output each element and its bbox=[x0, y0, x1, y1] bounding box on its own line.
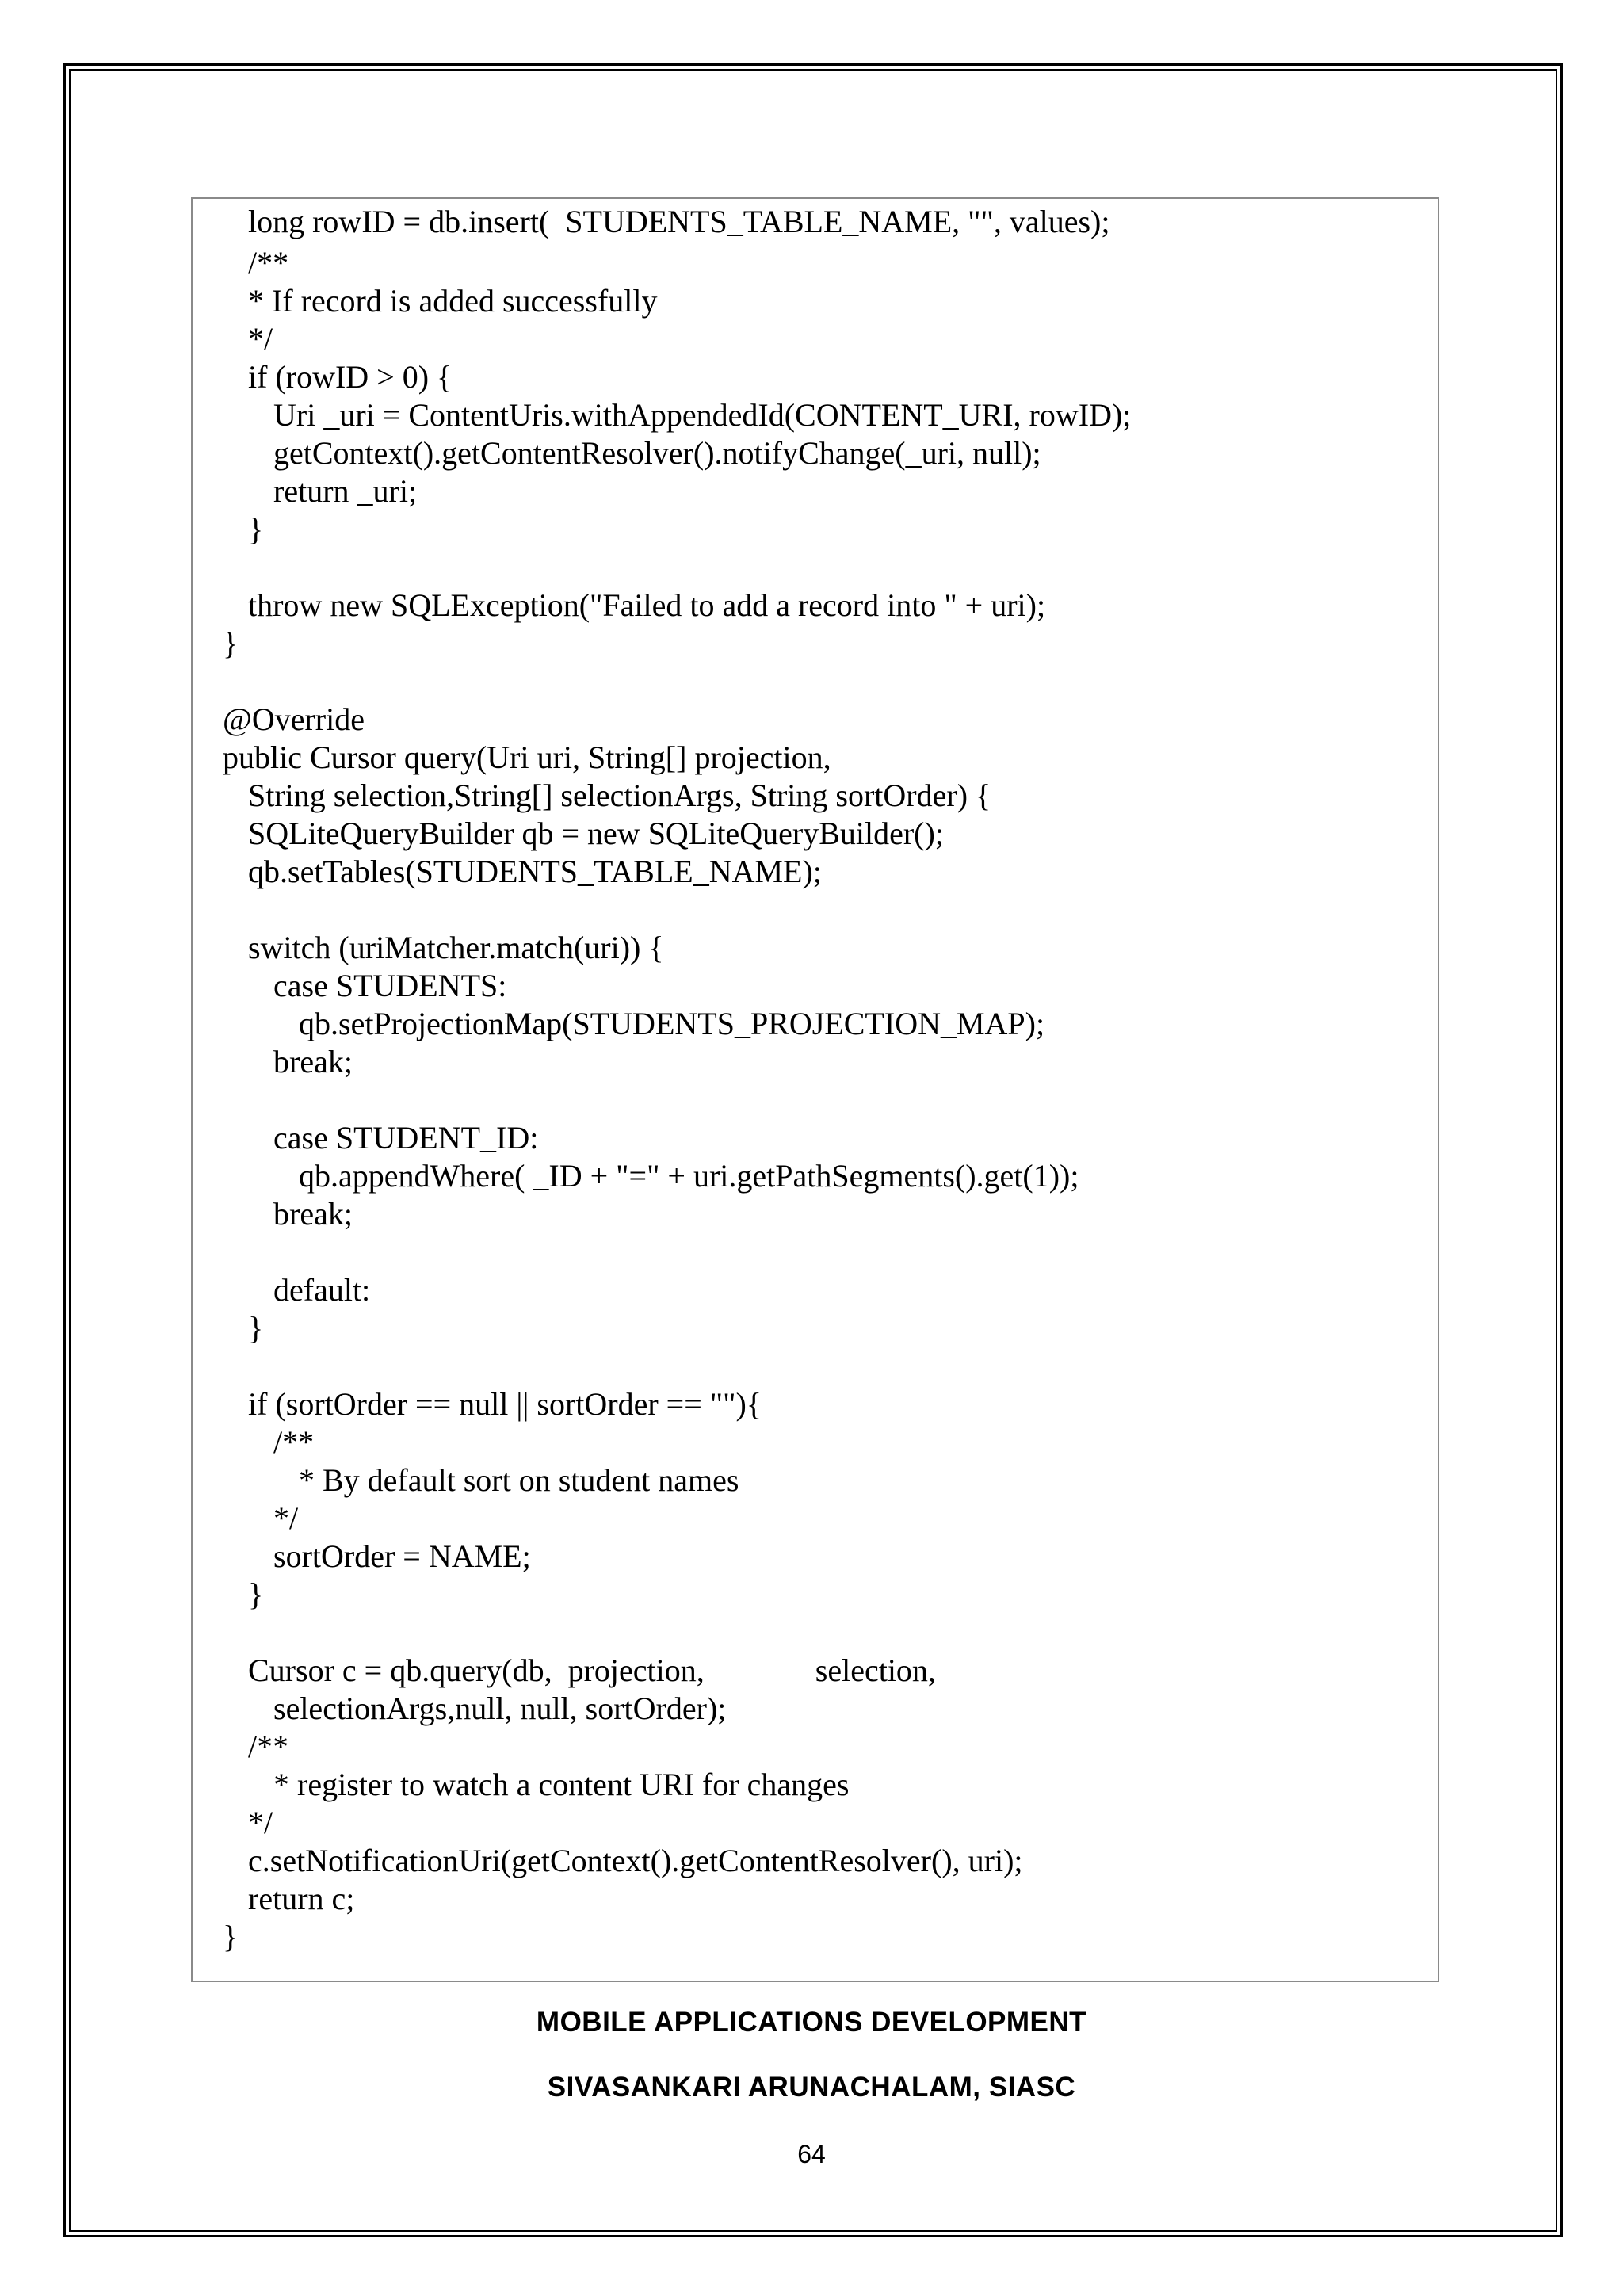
code-line: SQLiteQueryBuilder qb = new SQLiteQueryBuilder(); bbox=[248, 816, 944, 851]
author-line: SIVASANKARI ARUNACHALAM, SIASC bbox=[547, 2072, 1076, 2103]
code-line: return c; bbox=[248, 1881, 355, 1916]
code-line: /** bbox=[248, 245, 289, 281]
code-line: } bbox=[223, 1919, 239, 1954]
course-title: MOBILE APPLICATIONS DEVELOPMENT bbox=[536, 2007, 1087, 2038]
code-line: throw new SQLException("Failed to add a record into " + uri); bbox=[248, 587, 1046, 623]
code-line: c.setNotificationUri(getContext().getContentResolver(), uri); bbox=[248, 1843, 1023, 1878]
code-line: break; bbox=[273, 1196, 353, 1232]
code-listing bbox=[193, 199, 1438, 1981]
code-line: getContext().getContentResolver().notifyChange(_uri, null); bbox=[273, 435, 1041, 471]
code-line: if (sortOrder == null || sortOrder == ""){ bbox=[248, 1386, 762, 1422]
code-line: qb.appendWhere( _ID + "=" + uri.getPathSegments().get(1)); bbox=[299, 1158, 1079, 1194]
code-line: } bbox=[248, 1310, 264, 1346]
code-line: @Override bbox=[223, 701, 365, 737]
code-line: sortOrder = NAME; bbox=[273, 1538, 531, 1574]
code-line: String selection,String[] selectionArgs, String sortOrder) { bbox=[248, 777, 991, 813]
code-line: /** bbox=[273, 1424, 315, 1460]
code-line: qb.setProjectionMap(STUDENTS_PROJECTION_MAP); bbox=[299, 1006, 1045, 1041]
code-line: */ bbox=[248, 321, 273, 357]
code-line: */ bbox=[273, 1500, 299, 1536]
code-line: * By default sort on student names bbox=[299, 1462, 739, 1498]
code-line: qb.setTables(STUDENTS_TABLE_NAME); bbox=[248, 854, 822, 889]
code-line: } bbox=[248, 1576, 264, 1612]
code-line: */ bbox=[248, 1805, 273, 1840]
code-line: * If record is added successfully bbox=[248, 283, 658, 319]
code-line: selectionArgs,null, null, sortOrder); bbox=[273, 1690, 727, 1726]
code-listing-box bbox=[191, 197, 1439, 1982]
page-number: 64 bbox=[797, 2140, 826, 2168]
code-line: default: bbox=[273, 1272, 371, 1308]
code-line: /** bbox=[248, 1729, 289, 1764]
code-line: case STUDENTS: bbox=[273, 968, 507, 1003]
code-line: case STUDENT_ID: bbox=[273, 1120, 539, 1156]
code-line: break; bbox=[273, 1044, 353, 1079]
code-line: } bbox=[248, 511, 264, 547]
code-line: Cursor c = qb.query(db, projection, selection, bbox=[248, 1652, 936, 1688]
code-line: Uri _uri = ContentUris.withAppendedId(CONTENT_URI, rowID); bbox=[273, 397, 1132, 433]
code-line: switch (uriMatcher.match(uri)) { bbox=[248, 930, 664, 965]
code-line: public Cursor query(Uri uri, String[] projection, bbox=[223, 739, 831, 775]
code-line: long rowID = db.insert( STUDENTS_TABLE_NAME, "", values); bbox=[248, 204, 1110, 239]
code-line: * register to watch a content URI for changes bbox=[273, 1767, 850, 1802]
code-line: if (rowID > 0) { bbox=[248, 359, 453, 395]
code-line: } bbox=[223, 625, 239, 661]
code-line: return _uri; bbox=[273, 473, 418, 509]
